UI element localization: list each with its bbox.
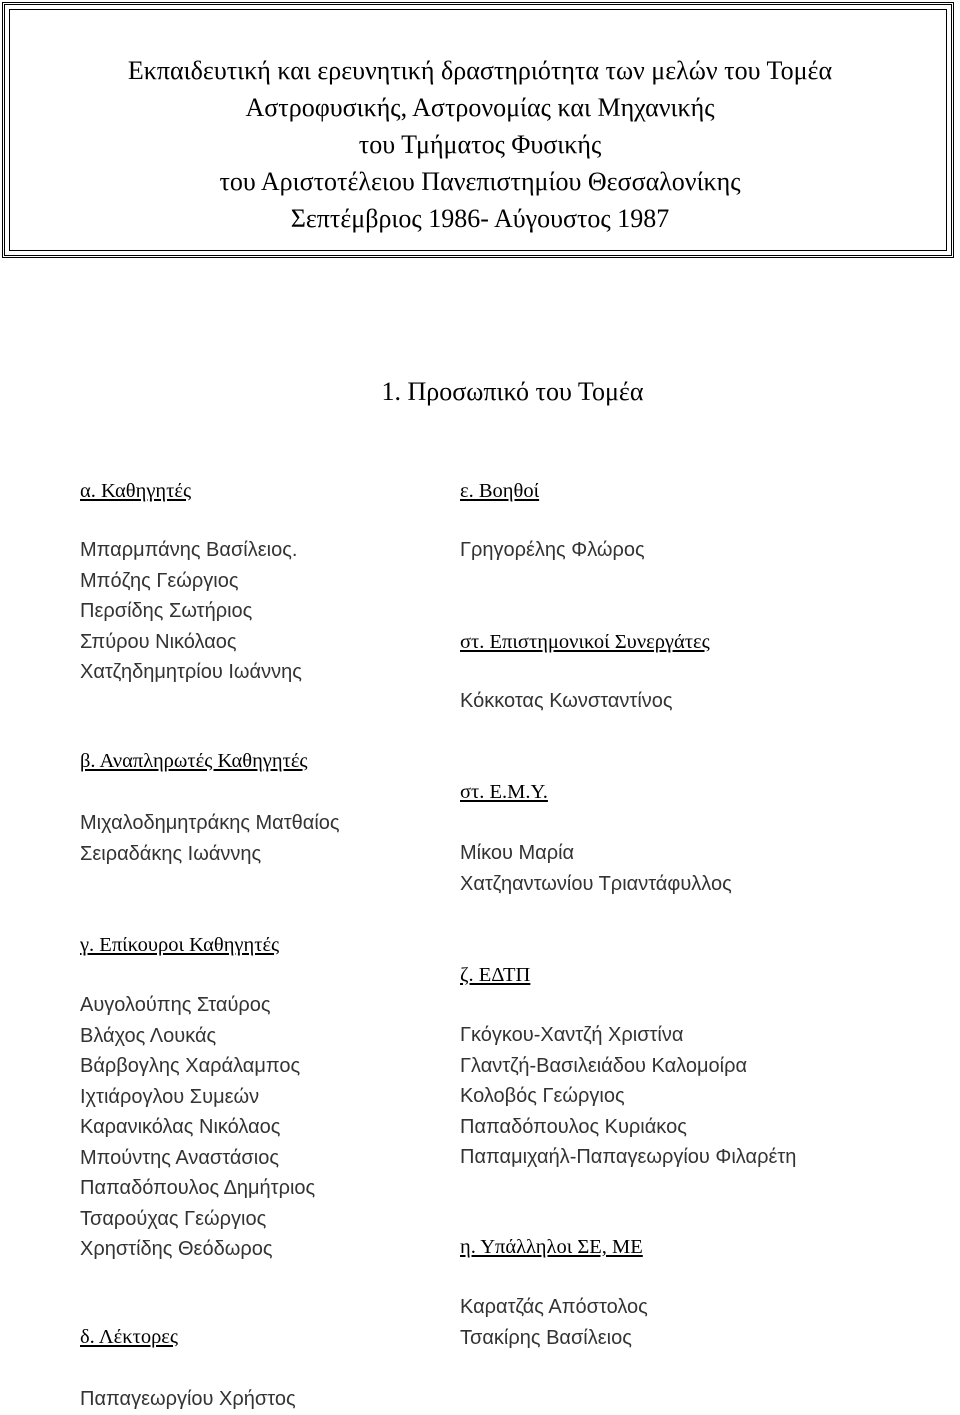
list-item: Αυγολούπης Σταύρος — [80, 994, 271, 1016]
list-edtp — [460, 1020, 796, 1173]
list-lecturers — [80, 1384, 296, 1415]
section-assistants — [460, 476, 539, 507]
list-item: Βάρβογλης Χαράλαμπος — [80, 1055, 301, 1077]
list-item: Παπαγεωργίου Χρήστος — [80, 1388, 296, 1410]
list-item: Καρανικόλας Νικόλαος — [80, 1116, 281, 1138]
list-item: Μπόζης Γεώργιος — [80, 569, 239, 592]
list-professors — [80, 535, 302, 688]
section-lecturers — [80, 1322, 178, 1353]
list-item: Τσακίρης Βασίλειος — [460, 1326, 632, 1349]
list-item: Σπύρου Νικόλαος — [80, 630, 237, 653]
heading-edtp: ζ. ΕΔΤΠ — [460, 964, 531, 986]
list-assistants — [460, 535, 645, 566]
heading-lecturers: δ. Λέκτορες — [80, 1326, 179, 1348]
list-item: Παπαμιχαήλ-Παπαγεωργίου Φιλαρέτη — [460, 1146, 797, 1168]
section-associate-professors — [80, 746, 308, 777]
list-item: Τσαρούχας Γεώργιος — [80, 1207, 267, 1230]
list-item: Μιχαλοδημητράκης Ματθαίος — [80, 812, 340, 834]
title-line: Αστροφυσικής, Αστρονομίας και Μηχανικής — [245, 93, 715, 122]
list-item: Χατζηδημητρίου Ιωάννης — [80, 661, 302, 683]
list-item: Κολοβός Γεώργιος — [460, 1085, 625, 1107]
title-line: του Τμήματος Φυσικής — [358, 130, 602, 159]
list-emy — [460, 838, 732, 899]
list-item: Γκόγκου-Χαντζή Χριστίνα — [460, 1024, 684, 1046]
list-employees — [460, 1292, 648, 1353]
section-emy — [460, 777, 548, 808]
list-item: Γλαντζή-Βασιλειάδου Καλομοίρα — [460, 1054, 748, 1077]
title-line: Σεπτέμβριος 1986- Αύγουστος 1987 — [290, 204, 670, 233]
document-title — [0, 52, 960, 237]
list-item: Χρηστίδης Θεόδωρος — [80, 1238, 273, 1260]
list-item: Μίκου Μαρία — [460, 842, 575, 864]
section-professors — [80, 476, 191, 507]
list-assistant-professors — [80, 990, 315, 1265]
list-item: Σειραδάκης Ιωάννης — [80, 842, 262, 865]
list-associate-professors — [80, 808, 340, 869]
heading-emy: στ. Ε.Μ.Υ. — [460, 781, 548, 803]
list-item: Κόκκοτας Κωνσταντίνος — [460, 690, 673, 712]
list-item: Καρατζάς Απόστολος — [460, 1296, 648, 1318]
section-scientific-associates — [460, 627, 710, 658]
heading-professors: α. Καθηγητές — [80, 480, 192, 502]
heading-employees: η. Υπάλληλοι ΣΕ, ΜΕ — [460, 1236, 643, 1258]
list-scientific-associates — [460, 686, 673, 717]
title-line: του Αριστοτέλειου Πανεπιστημίου Θεσσαλονίκης — [219, 167, 741, 196]
section-assistant-professors — [80, 930, 279, 961]
heading-assistant-professors: γ. Επίκουροι Καθηγητές — [80, 934, 280, 956]
section-title: 1. Προσωπικό του Τομέα — [381, 377, 644, 406]
list-item: Μπαρμπάνης Βασίλειος. — [80, 539, 298, 561]
list-item: Παπαδόπουλος Κυριάκος — [460, 1115, 687, 1138]
list-item: Ιχτιάρογλου Συμεών — [80, 1085, 260, 1108]
list-item: Περσίδης Σωτήριος — [80, 600, 253, 622]
title-line: Εκπαιδευτική και ερευνητική δραστηριότητα των μελών του Τομέα — [127, 56, 833, 85]
heading-associate-professors: β. Αναπληρωτές Καθηγητές — [80, 750, 308, 772]
section-edtp — [460, 960, 530, 991]
list-item: Χατζηαντωνίου Τριαντάφυλλος — [460, 872, 732, 895]
list-item: Γρηγορέλης Φλώρος — [460, 539, 645, 561]
list-item: Βλάχος Λουκάς — [80, 1024, 217, 1047]
list-item: Παπαδόπουλος Δημήτριος — [80, 1177, 316, 1199]
heading-assistants: ε. Βοηθοί — [460, 480, 540, 502]
section-employees — [460, 1232, 643, 1263]
heading-scientific-associates: στ. Επιστημονικοί Συνεργάτες — [460, 631, 710, 653]
list-item: Μπούντης Αναστάσιος — [80, 1146, 279, 1169]
